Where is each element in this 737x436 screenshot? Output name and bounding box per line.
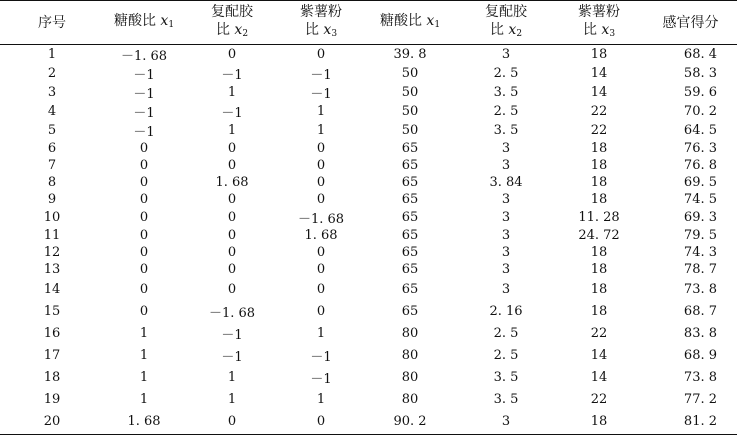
cell-gel-coded: 1 [227,369,237,385]
cell-seq: 3 [47,85,57,100]
cell-score: 74. 5 [683,192,717,207]
cell-sugar-acid-actual: 50 [401,123,419,138]
table-row [0,208,737,227]
header-seq [0,1,104,45]
table-header [0,1,737,45]
cell-potato-coded: 1 [316,123,326,138]
cell-gel-coded: 0 [227,47,237,62]
table-row [0,191,737,208]
cell-potato-actual: 18 [590,303,608,319]
cell-potato-actual: 14 [590,347,608,363]
cell-sugar-acid-coded: 0 [139,303,149,319]
cell-score: 77. 2 [683,391,717,407]
cell-sugar-acid-coded: －1 [133,125,155,140]
cell-potato-actual: 18 [590,281,608,297]
cell-potato-coded: 1 [316,325,326,341]
cell-gel-coded: －1. 68 [208,305,256,321]
cell-sugar-acid-actual: 50 [401,85,419,100]
header-sugar-acid-actual-label: 糖酸比 [379,12,422,29]
cell-gel-actual: 3 [501,47,511,62]
cell-seq: 8 [47,175,57,190]
cell-score: 70. 2 [683,104,717,119]
cell-potato-actual: 18 [590,262,608,277]
table-row [0,227,737,244]
cell-seq: 14 [43,281,61,297]
cell-gel-actual: 2. 5 [493,104,519,119]
header-gel-coded-line1: 复配胶 [211,3,253,20]
cell-score: 73. 8 [683,369,717,385]
cell-potato-coded: 0 [316,245,326,260]
cell-gel-coded: 1 [227,391,237,407]
cell-sugar-acid-actual: 65 [401,303,419,319]
header-potato-coded-line1: 紫薯粉 [300,3,342,20]
cell-gel-coded: 1 [227,85,237,100]
cell-potato-coded: －1 [310,349,332,365]
cell-gel-actual: 2. 5 [493,325,519,341]
cell-score: 64. 5 [683,123,717,138]
cell-sugar-acid-coded: －1. 68 [120,49,168,64]
cell-potato-coded: 1 [316,104,326,119]
header-sugar-acid-coded-var: x [160,12,169,29]
cell-potato-actual: 22 [590,104,608,119]
cell-sugar-acid-coded: 0 [139,158,149,173]
cell-potato-actual: 22 [590,123,608,138]
cell-potato-coded: 0 [280,410,362,434]
cell-score: 68. 7 [683,303,717,319]
cell-gel-actual: 3 [501,262,511,277]
cell-potato-actual: 18 [590,47,608,62]
table-row [0,300,737,322]
table-row [0,121,737,140]
header-score-label: 感官得分 [662,14,719,31]
header-gel-coded-var: x [234,21,243,38]
cell-sugar-acid-coded: －1 [133,106,155,121]
cell-gel-actual: 3 [501,228,511,243]
cell-score: 59. 6 [683,85,717,100]
cell-sugar-acid-coded: －1 [133,68,155,83]
cell-gel-coded: 0 [227,281,237,297]
table-body [0,45,737,435]
cell-sugar-acid-actual: 65 [401,192,419,207]
cell-seq: 6 [47,141,57,156]
cell-gel-actual: 2. 16 [489,303,523,319]
header-potato-actual [554,1,644,45]
cell-potato-coded: 1 [316,391,326,407]
cell-gel-coded: －1 [221,349,243,365]
cell-sugar-acid-actual: 80 [401,391,419,407]
header-sugar-acid-actual-sub: 1 [434,19,441,30]
cell-gel-coded: －1 [221,68,243,83]
cell-score: 68. 4 [683,47,717,62]
cell-sugar-acid-coded: 0 [139,141,149,156]
cell-potato-coded: 1. 68 [304,228,338,243]
header-potato-actual-sub: 3 [609,28,616,39]
table-row [0,140,737,157]
cell-sugar-acid-actual: 65 [401,228,419,243]
cell-sugar-acid-coded: 0 [139,262,149,277]
header-potato-coded-sub: 3 [331,28,338,39]
table-row [0,410,737,434]
cell-potato-actual: 14 [590,369,608,385]
header-potato-coded-line2: 比 [304,21,319,38]
cell-sugar-acid-coded: －1 [133,87,155,102]
table-row [0,174,737,191]
cell-seq: 20 [0,410,104,434]
cell-sugar-acid-actual: 65 [401,262,419,277]
table-row [0,64,737,83]
table-row [0,322,737,344]
cell-seq: 15 [43,303,61,319]
header-potato-actual-line1: 紫薯粉 [578,3,620,20]
cell-seq: 17 [43,347,61,363]
cell-gel-coded: 0 [227,245,237,260]
cell-potato-actual: 24. 72 [578,228,620,243]
cell-potato-coded: 0 [316,158,326,173]
table-row [0,278,737,300]
cell-seq: 4 [47,104,57,119]
header-sugar-acid-coded-label: 糖酸比 [113,12,156,29]
cell-potato-coded: 0 [316,281,326,297]
header-sugar-acid-actual [362,1,458,45]
header-sugar-acid-coded-sub: 1 [168,19,175,30]
cell-gel-actual: 3 [501,141,511,156]
cell-seq: 11 [43,228,61,243]
cell-seq: 16 [43,325,61,341]
cell-gel-actual: 3 [458,410,554,434]
cell-potato-actual: 18 [554,410,644,434]
cell-sugar-acid-coded: 0 [139,192,149,207]
cell-potato-coded: 0 [316,141,326,156]
cell-gel-actual: 3 [501,210,511,225]
table-row [0,366,737,388]
cell-sugar-acid-coded: 1 [139,369,149,385]
header-potato-coded [280,1,362,45]
table-row [0,102,737,121]
header-sugar-acid-coded [104,1,184,45]
header-gel-actual-line1: 复配胶 [485,3,527,20]
cell-seq: 13 [43,262,61,277]
cell-seq: 2 [47,66,57,81]
cell-gel-actual: 3. 5 [493,391,519,407]
cell-potato-actual: 18 [590,192,608,207]
cell-seq: 7 [47,158,57,173]
cell-score: 74. 3 [683,245,717,260]
cell-sugar-acid-actual: 90. 2 [362,410,458,434]
cell-potato-actual: 18 [590,245,608,260]
header-gel-actual [458,1,554,45]
cell-sugar-acid-coded: 1. 68 [104,410,184,434]
cell-gel-actual: 3. 84 [489,175,523,190]
cell-sugar-acid-actual: 65 [401,210,419,225]
header-potato-actual-var: x [601,21,610,38]
table-row [0,388,737,410]
cell-gel-coded: 0 [227,192,237,207]
header-gel-actual-sub: 2 [516,28,523,39]
cell-potato-actual: 11. 28 [578,210,620,225]
cell-score: 83. 8 [683,325,717,341]
table-row [0,83,737,102]
table-row [0,45,737,65]
cell-potato-coded: 0 [316,303,326,319]
cell-seq: 5 [47,123,57,138]
cell-gel-coded: 1 [227,123,237,138]
header-seq-label: 序号 [38,14,66,31]
cell-gel-coded: 0 [227,262,237,277]
cell-gel-actual: 3 [501,281,511,297]
cell-sugar-acid-actual: 65 [401,281,419,297]
cell-gel-coded: 0 [227,210,237,225]
cell-sugar-acid-coded: 0 [139,228,149,243]
cell-sugar-acid-coded: 1 [139,347,149,363]
cell-seq: 18 [43,369,61,385]
cell-potato-coded: －1 [310,68,332,83]
header-gel-coded [184,1,280,45]
cell-sugar-acid-actual: 65 [401,158,419,173]
cell-gel-actual: 3 [501,192,511,207]
cell-sugar-acid-actual: 80 [401,325,419,341]
header-sugar-acid-actual-var: x [426,12,435,29]
header-gel-actual-line2: 比 [489,21,504,38]
cell-potato-coded: －1 [310,371,332,387]
cell-potato-actual: 22 [590,325,608,341]
cell-sugar-acid-actual: 80 [401,369,419,385]
cell-sugar-acid-actual: 65 [401,245,419,260]
cell-score: 69. 5 [683,175,717,190]
header-gel-coded-sub: 2 [242,28,249,39]
cell-sugar-acid-coded: 1 [139,325,149,341]
cell-seq: 12 [43,245,61,260]
cell-gel-coded: 0 [227,141,237,156]
cell-potato-coded: 0 [316,175,326,190]
cell-score: 69. 3 [683,210,717,225]
cell-seq: 10 [43,210,61,225]
table-row [0,244,737,261]
cell-gel-actual: 3. 5 [493,85,519,100]
table-row [0,261,737,278]
cell-sugar-acid-actual: 39. 8 [393,47,427,62]
cell-sugar-acid-actual: 65 [401,175,419,190]
cell-sugar-acid-coded: 0 [139,175,149,190]
cell-sugar-acid-actual: 50 [401,104,419,119]
cell-score: 58. 3 [683,66,717,81]
cell-gel-actual: 3 [501,245,511,260]
cell-potato-coded: －1. 68 [297,212,345,227]
cell-potato-coded: 0 [316,47,326,62]
cell-gel-coded: 0 [227,158,237,173]
cell-potato-actual: 14 [590,66,608,81]
cell-potato-actual: 18 [590,141,608,156]
cell-potato-coded: 0 [316,262,326,277]
cell-potato-actual: 22 [590,391,608,407]
cell-score: 76. 3 [683,141,717,156]
cell-gel-actual: 3 [501,158,511,173]
cell-sugar-acid-actual: 80 [401,347,419,363]
cell-seq: 1 [47,47,57,62]
cell-potato-actual: 18 [590,158,608,173]
cell-seq: 19 [43,391,61,407]
cell-gel-actual: 3. 5 [493,369,519,385]
cell-score: 68. 9 [683,347,717,363]
cell-gel-coded: 0 [184,410,280,434]
table-row [0,344,737,366]
cell-gel-coded: －1 [221,106,243,121]
header-potato-coded-var: x [323,21,332,38]
cell-score: 81. 2 [644,410,737,434]
cell-gel-actual: 3. 5 [493,123,519,138]
cell-gel-actual: 2. 5 [493,66,519,81]
header-score [644,1,737,45]
header-gel-actual-var: x [508,21,517,38]
cell-potato-coded: 0 [316,192,326,207]
cell-score: 76. 8 [683,158,717,173]
header-potato-actual-line2: 比 [582,21,597,38]
table-row [0,157,737,174]
cell-sugar-acid-actual: 50 [401,66,419,81]
cell-score: 78. 7 [683,262,717,277]
cell-gel-coded: 1. 68 [215,175,249,190]
cell-gel-actual: 2. 5 [493,347,519,363]
cell-seq: 9 [47,192,57,207]
cell-sugar-acid-coded: 0 [139,210,149,225]
cell-gel-coded: －1 [221,327,243,343]
cell-potato-actual: 14 [590,85,608,100]
cell-sugar-acid-coded: 0 [139,245,149,260]
cell-sugar-acid-actual: 65 [401,141,419,156]
header-gel-coded-line2: 比 [215,21,230,38]
cell-sugar-acid-coded: 0 [139,281,149,297]
cell-sugar-acid-coded: 1 [139,391,149,407]
cell-score: 79. 5 [683,228,717,243]
cell-potato-actual: 18 [590,175,608,190]
cell-score: 73. 8 [683,281,717,297]
cell-gel-coded: 0 [227,228,237,243]
cell-potato-coded: －1 [310,87,332,102]
